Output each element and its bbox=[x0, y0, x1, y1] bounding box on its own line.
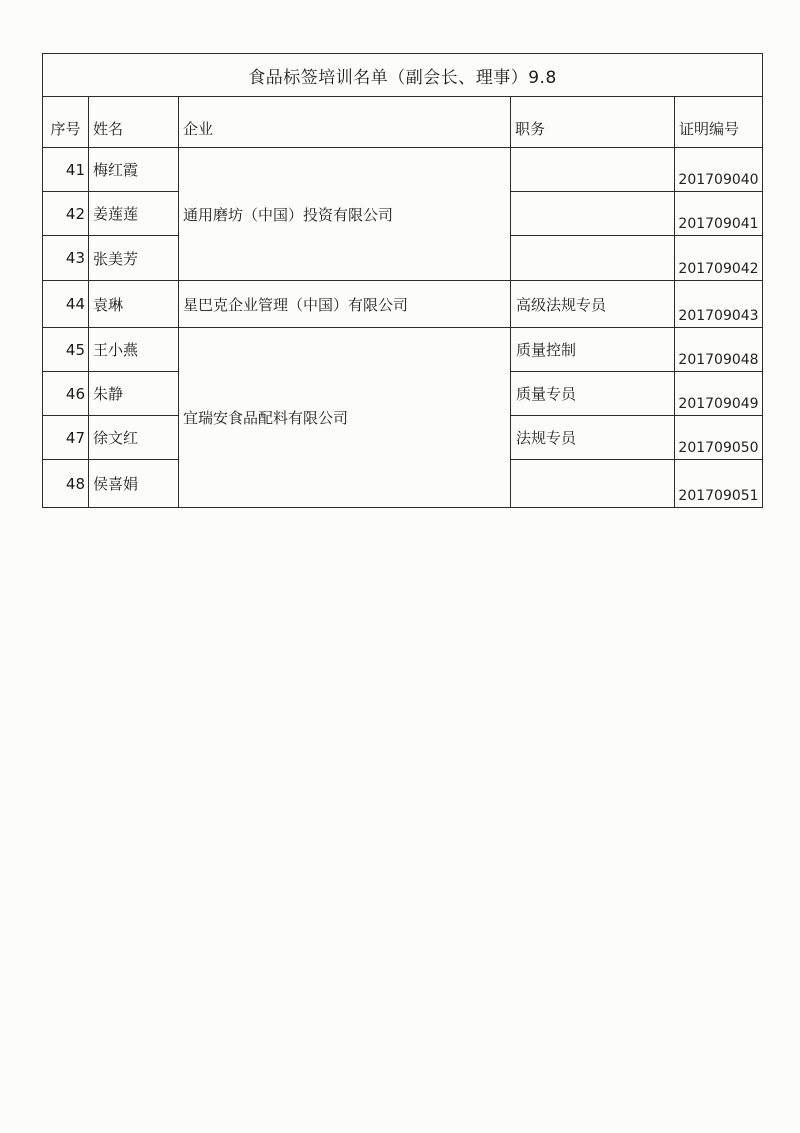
row-index: 44 bbox=[43, 281, 89, 328]
table-row bbox=[43, 281, 763, 328]
row-position bbox=[511, 236, 675, 281]
row-cert: 201709042 bbox=[675, 236, 763, 281]
row-name: 张美芳 bbox=[89, 236, 179, 281]
row-index: 48 bbox=[43, 460, 89, 508]
row-name: 侯喜娟 bbox=[89, 460, 179, 508]
row-cert: 201709050 bbox=[675, 416, 763, 460]
table-row bbox=[43, 328, 763, 372]
row-position bbox=[511, 148, 675, 192]
row-enterprise: 宜瑞安食品配料有限公司 bbox=[179, 328, 511, 508]
row-position bbox=[511, 192, 675, 236]
roster-table bbox=[42, 53, 763, 508]
table-title: 食品标签培训名单（副会长、理事）9.8 bbox=[43, 54, 763, 97]
row-index: 41 bbox=[43, 148, 89, 192]
row-name: 袁琳 bbox=[89, 281, 179, 328]
row-index: 45 bbox=[43, 328, 89, 372]
row-position: 法规专员 bbox=[511, 416, 675, 460]
row-name: 朱静 bbox=[89, 372, 179, 416]
row-cert: 201709040 bbox=[675, 148, 763, 192]
header-position: 职务 bbox=[511, 97, 675, 148]
header-index: 序号 bbox=[43, 97, 89, 148]
row-position: 质量专员 bbox=[511, 372, 675, 416]
row-position bbox=[511, 460, 675, 508]
header-enterprise: 企业 bbox=[179, 97, 511, 148]
row-index: 43 bbox=[43, 236, 89, 281]
row-cert: 201709048 bbox=[675, 328, 763, 372]
row-cert: 201709043 bbox=[675, 281, 763, 328]
title-row bbox=[43, 54, 763, 97]
row-cert: 201709049 bbox=[675, 372, 763, 416]
row-position: 质量控制 bbox=[511, 328, 675, 372]
row-name: 姜莲莲 bbox=[89, 192, 179, 236]
row-position: 高级法规专员 bbox=[511, 281, 675, 328]
row-cert: 201709051 bbox=[675, 460, 763, 508]
row-enterprise: 通用磨坊（中国）投资有限公司 bbox=[179, 148, 511, 281]
row-index: 47 bbox=[43, 416, 89, 460]
row-index: 46 bbox=[43, 372, 89, 416]
header-cert: 证明编号 bbox=[675, 97, 763, 148]
table-row bbox=[43, 148, 763, 192]
row-name: 梅红霞 bbox=[89, 148, 179, 192]
header-name: 姓名 bbox=[89, 97, 179, 148]
row-cert: 201709041 bbox=[675, 192, 763, 236]
row-enterprise: 星巴克企业管理（中国）有限公司 bbox=[179, 281, 511, 328]
header-row bbox=[43, 97, 763, 148]
row-name: 王小燕 bbox=[89, 328, 179, 372]
row-name: 徐文红 bbox=[89, 416, 179, 460]
row-index: 42 bbox=[43, 192, 89, 236]
